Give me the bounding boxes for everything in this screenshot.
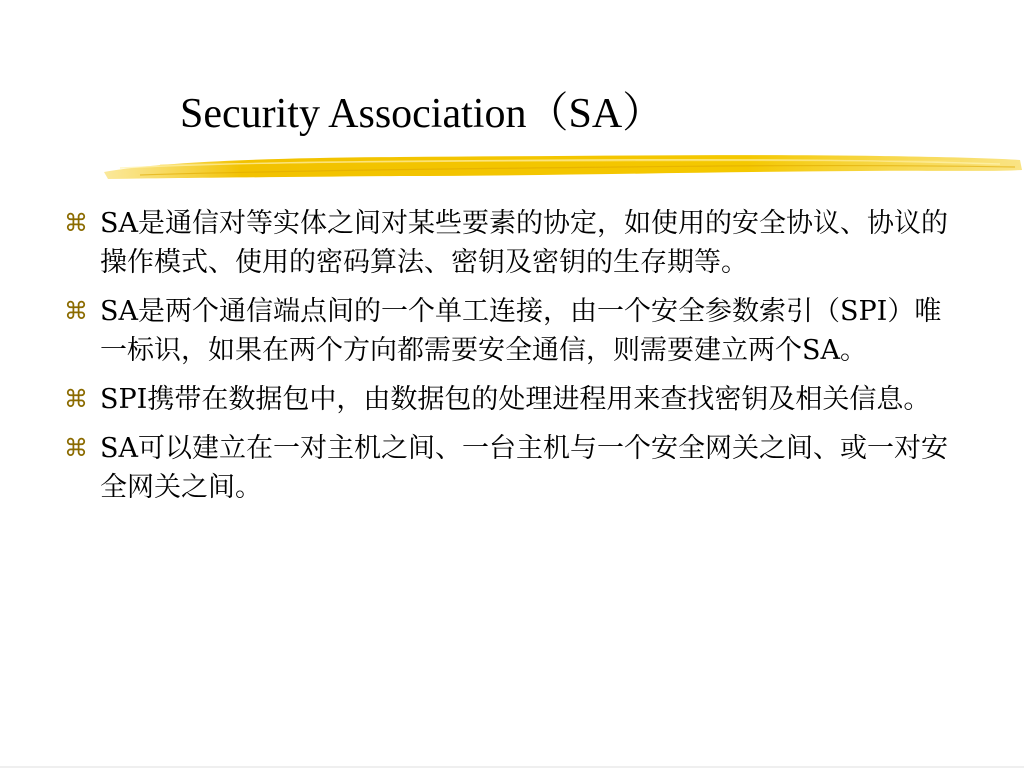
- bullet-item: [64, 292, 954, 370]
- bullet-list: [64, 204, 954, 517]
- place-of-interest-icon: ⌘: [64, 297, 88, 325]
- bullet-text: SA可以建立在一对主机之间、一台主机与一个安全网关之间、或一对安全网关之间。: [100, 433, 948, 503]
- title-underline-brush-stroke: [100, 148, 1024, 186]
- bullet-text: SPI携带在数据包中，由数据包的处理进程用来查找密钥及相关信息。: [100, 384, 931, 415]
- place-of-interest-icon: ⌘: [64, 434, 88, 462]
- bullet-item: [64, 380, 954, 419]
- bullet-text: SA是通信对等实体之间对某些要素的协定，如使用的安全协议、协议的操作模式、使用的密码算法、密钥及密钥的生存期等。: [100, 208, 948, 278]
- bullet-item: [64, 429, 954, 507]
- slide-title: Security Association（SA）: [180, 91, 665, 137]
- place-of-interest-icon: ⌘: [64, 385, 88, 413]
- bullet-text: SA是两个通信端点间的一个单工连接，由一个安全参数索引（SPI）唯一标识，如果在两个方向都需要安全通信，则需要建立两个SA。: [100, 296, 942, 366]
- bullet-item: [64, 204, 954, 282]
- place-of-interest-icon: ⌘: [64, 209, 88, 237]
